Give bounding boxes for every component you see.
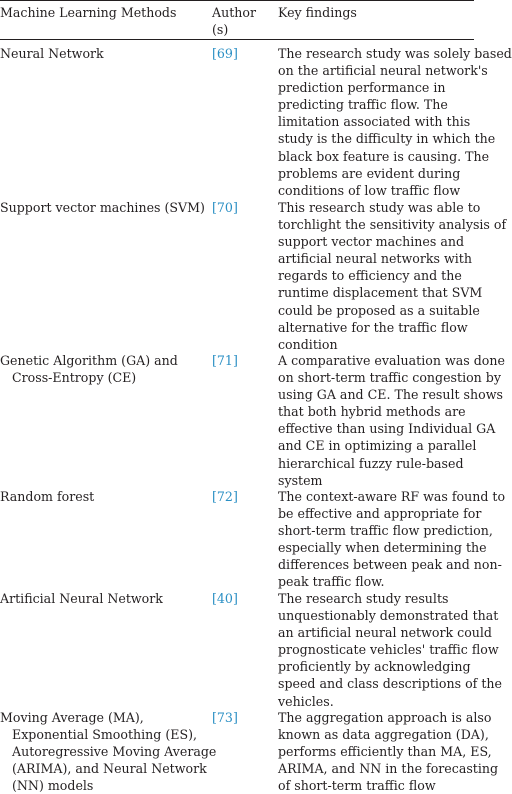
finding-line: artificial neural networks with <box>278 251 472 267</box>
finding-line: vehicles. <box>278 693 334 709</box>
finding-line: problems are evident during <box>278 165 461 181</box>
finding-line: condition <box>278 336 338 352</box>
header-methods-label: Machine Learning Methods <box>0 5 177 20</box>
method-line: Cross-Entropy (CE) <box>12 370 137 386</box>
finding-line: known as data aggregation (DA), <box>278 727 489 743</box>
citation-link[interactable]: [69] <box>212 46 238 61</box>
method-line: (ARIMA), and Neural Network <box>12 761 207 777</box>
finding-line: prognosticate vehicles' traffic flow <box>278 642 499 658</box>
finding-line: torchlight the sensitivity analysis of <box>278 217 507 233</box>
finding-line: The research study results <box>278 591 449 606</box>
method-line: Moving Average (MA), <box>0 710 144 725</box>
row-4-author <box>212 488 238 505</box>
method-line: Autoregressive Moving Average <box>12 744 217 760</box>
finding-line: hierarchical fuzzy rule-based <box>278 455 464 471</box>
finding-line: on the artificial neural network's <box>278 63 488 79</box>
finding-line: unquestionably demonstrated that <box>278 608 499 624</box>
finding-line: system <box>278 472 323 488</box>
header-author-line-1: Author <box>212 5 256 20</box>
finding-line: conditions of low traffic flow <box>278 182 461 198</box>
finding-line: runtime displacement that SVM <box>278 285 483 301</box>
finding-line: that both hybrid methods are <box>278 404 466 420</box>
finding-line: an artificial neural network could <box>278 625 492 641</box>
finding-line: A comparative evaluation was done <box>278 353 505 368</box>
row-1-method <box>0 45 104 62</box>
finding-line: The aggregation approach is also <box>278 710 492 725</box>
finding-line: support vector machines and <box>278 234 465 250</box>
header-rule <box>0 39 474 40</box>
finding-line: performs efficiently than MA, ES, <box>278 744 492 760</box>
row-6-author <box>212 709 238 726</box>
finding-line: regards to efficiency and the <box>278 268 462 284</box>
header-author <box>212 4 256 38</box>
row-5-finding <box>278 590 502 710</box>
finding-line: could be proposed as a suitable <box>278 302 480 318</box>
finding-line: predicting traffic flow. The <box>278 97 448 113</box>
row-2-author <box>212 199 238 216</box>
row-3-finding <box>278 352 505 489</box>
header-methods <box>0 4 176 21</box>
header-author-line-2: (s) <box>212 22 229 38</box>
citation-link[interactable]: [72] <box>212 489 238 504</box>
finding-line: black box feature is causing. The <box>278 148 490 164</box>
finding-line: be effective and appropriate for <box>278 506 482 522</box>
citation-link[interactable]: [40] <box>212 591 238 606</box>
finding-line: The research study was solely based <box>278 46 512 61</box>
method-line: Artificial Neural Network <box>0 591 163 606</box>
finding-line: effective than using Individual GA <box>278 421 496 437</box>
top-rule <box>0 0 474 1</box>
method-line: Support vector machines (SVM) <box>0 200 205 215</box>
citation-link[interactable]: [73] <box>212 710 238 725</box>
row-5-method <box>0 590 163 607</box>
finding-line: on short-term traffic congestion by <box>278 370 501 386</box>
method-line: (NN) models <box>12 778 94 794</box>
method-line: Random forest <box>0 489 95 504</box>
row-1-author <box>212 45 238 62</box>
citation-link[interactable]: [71] <box>212 353 238 368</box>
citation-link[interactable]: [70] <box>212 200 238 215</box>
row-5-author <box>212 590 238 607</box>
finding-line: short-term traffic flow prediction, <box>278 523 493 539</box>
finding-line: proficiently by acknowledging <box>278 659 471 675</box>
finding-line: study is the difficulty in which the <box>278 131 496 147</box>
finding-line: differences between peak and non- <box>278 557 502 573</box>
method-line: Neural Network <box>0 46 104 61</box>
finding-line: speed and class descriptions of the <box>278 676 502 692</box>
finding-line: ARIMA, and NN in the forecasting <box>278 761 499 777</box>
row-4-method <box>0 488 94 505</box>
header-findings-label: Key findings <box>278 5 357 20</box>
finding-line: peak traffic flow. <box>278 574 385 590</box>
row-4-finding <box>278 488 505 591</box>
finding-line: The context-aware RF was found to <box>278 489 506 504</box>
method-line: Genetic Algorithm (GA) and <box>0 353 178 368</box>
finding-line: This research study was able to <box>278 200 481 215</box>
method-line: Exponential Smoothing (ES), <box>12 727 198 743</box>
row-3-method <box>0 352 178 386</box>
header-findings <box>278 4 357 21</box>
finding-line: using GA and CE. The result shows <box>278 387 503 403</box>
row-3-author <box>212 352 238 369</box>
row-2-method <box>0 199 205 216</box>
finding-line: and CE in optimizing a parallel <box>278 438 477 454</box>
row-2-finding <box>278 199 506 353</box>
finding-line: prediction performance in <box>278 80 446 96</box>
row-6-finding <box>278 709 498 794</box>
row-1-finding <box>278 45 512 199</box>
finding-line: of short-term traffic flow <box>278 778 436 794</box>
finding-line: especially when determining the <box>278 540 487 556</box>
finding-line: limitation associated with this <box>278 114 471 130</box>
finding-line: alternative for the traffic flow <box>278 319 468 335</box>
row-6-method <box>0 709 216 794</box>
